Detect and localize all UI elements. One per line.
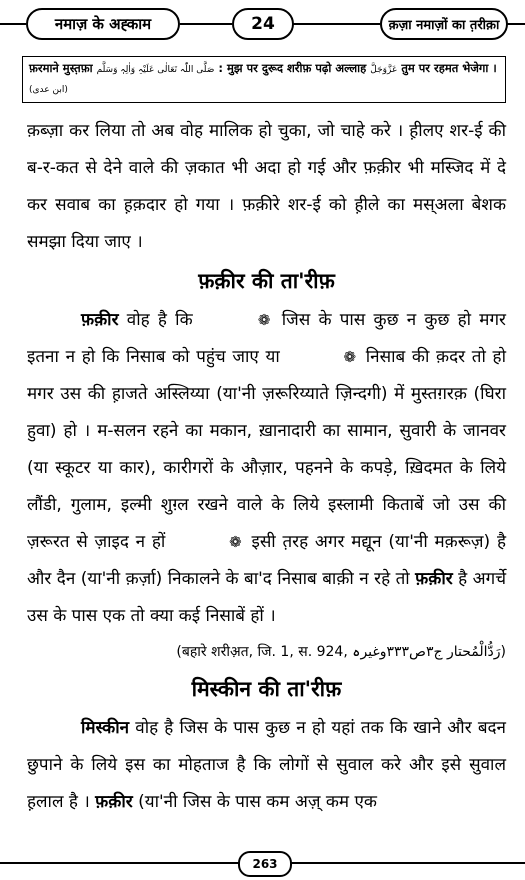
- reference-hindi: (बहारे शरीअ़त, जि. 1, स. 924,: [176, 644, 348, 660]
- text-run: इसी त़रह अगर मद्यून (या'नी मक़रूज़) है और दैन (या'नी क़र्ज़ा) निकालने के बा'द निसाब बाक़ी न रहे तो: [27, 532, 506, 589]
- chapter-title: क़ज़ा नमाज़ों का त़रीक़ा: [380, 8, 508, 40]
- bold-term: फ़क़ीर: [81, 310, 119, 330]
- paragraph: क़ब्ज़ा कर लिया तो अब वोह मालिक हो चुका, जो चाहे करे । ह़ीलए शर-ई की ब-र-कत से देने वाले की ज़कात भी अदा हो गई और फ़क़ीर भी मस्जिद में दे कर सवाब का ह़क़दार हो गया । फ़क़ीरे शर-ई को ह़ीले का मस्अला बेशक समझा दिया जाए ।: [27, 121, 506, 252]
- bold-term: फ़क़ीर: [415, 569, 453, 589]
- section-heading: मिस्कीन की ता'रीफ़: [191, 677, 342, 701]
- text-run: जिस के पास कुछ न कुछ हो मगर इतना न हो कि निसाब को पहुंच जाए या: [27, 310, 506, 367]
- text-run: वोह है जिस के पास कुछ न हो यहां तक कि खाने और बदन छुपाने के लिये इस का मोहताज है कि लोगों से सुवाल करे और इसे सुवाल ह़लाल है ।: [27, 718, 506, 812]
- book-title: नमाज़ के अह्काम: [26, 8, 180, 40]
- text-run: निसाब की क़दर तो हो मगर उस की ह़ाजते अस्लिय्या (या'नी ज़रूरिय्याते ज़िन्दगी) में मुस्तग़रक़ (घिरा हुवा) हो । म-सलन रहने का मकान, ख़ानादारी का सामान, सुवारी के जानवर (या स्कूटर या कार), कारीगरों के औज़ार, पहनने के कपड़े, ख़िदमत के लिये लौंडी, गुलाम, इल्मी शुग़्ल रखने वाले के लिये इस्लामी किताबें जो उस की ज़रूरत से ज़ाइद न हों: [27, 347, 506, 552]
- paragraph: [27, 302, 506, 635]
- notice-text: : मुझ पर दुरूद शरीफ़ पढ़ो: [218, 61, 332, 75]
- text-run: वोह है कि: [118, 310, 201, 330]
- header-rule: [292, 23, 380, 25]
- text-run: (या'नी जिस के पास कम अज़् कम एक: [132, 792, 377, 812]
- reference-arabic: رَدُّالْمُحتار ج۳ص۳۳۳وغیرہ): [352, 644, 506, 660]
- page-header: [0, 6, 525, 42]
- header-rule: [0, 23, 26, 25]
- bold-term: मिस्कीन: [81, 718, 130, 738]
- hadith-notice: [22, 56, 506, 103]
- salawat-text: صَلَّی اللّٰہ تَعَالٰی عَلَیْہِ وَاٰلِہٖ وَسَلَّم: [96, 65, 215, 75]
- paragraph: [27, 710, 506, 821]
- text-run: है अगर्चे उस के पास एक तो क्या कई निसाबें हों ।: [27, 569, 506, 626]
- notice-label: फ़रमाने मुस्त़फ़ा: [29, 61, 93, 75]
- azza-text: عَزَّوَجَلَّ: [370, 65, 398, 75]
- notice-text-2: तुम पर रहमत भेजेगा ।: [401, 61, 497, 75]
- flower-icon: ❁: [229, 533, 242, 551]
- header-rule: [506, 23, 525, 25]
- section-heading: फ़क़ीर की ता'रीफ़: [198, 269, 335, 293]
- notice-source: (ابن عدی): [29, 85, 68, 95]
- page-number-top: 24: [232, 8, 294, 40]
- header-rule: [180, 23, 232, 25]
- page-number-bottom: 263: [238, 851, 292, 877]
- bold-term: फ़क़ीर: [95, 792, 133, 812]
- reference-citation: [27, 635, 506, 669]
- flower-icon: ❁: [343, 348, 357, 366]
- allah-text: अल्लाह: [335, 61, 367, 75]
- flower-icon: ❁: [257, 311, 271, 329]
- page-body: [27, 113, 506, 821]
